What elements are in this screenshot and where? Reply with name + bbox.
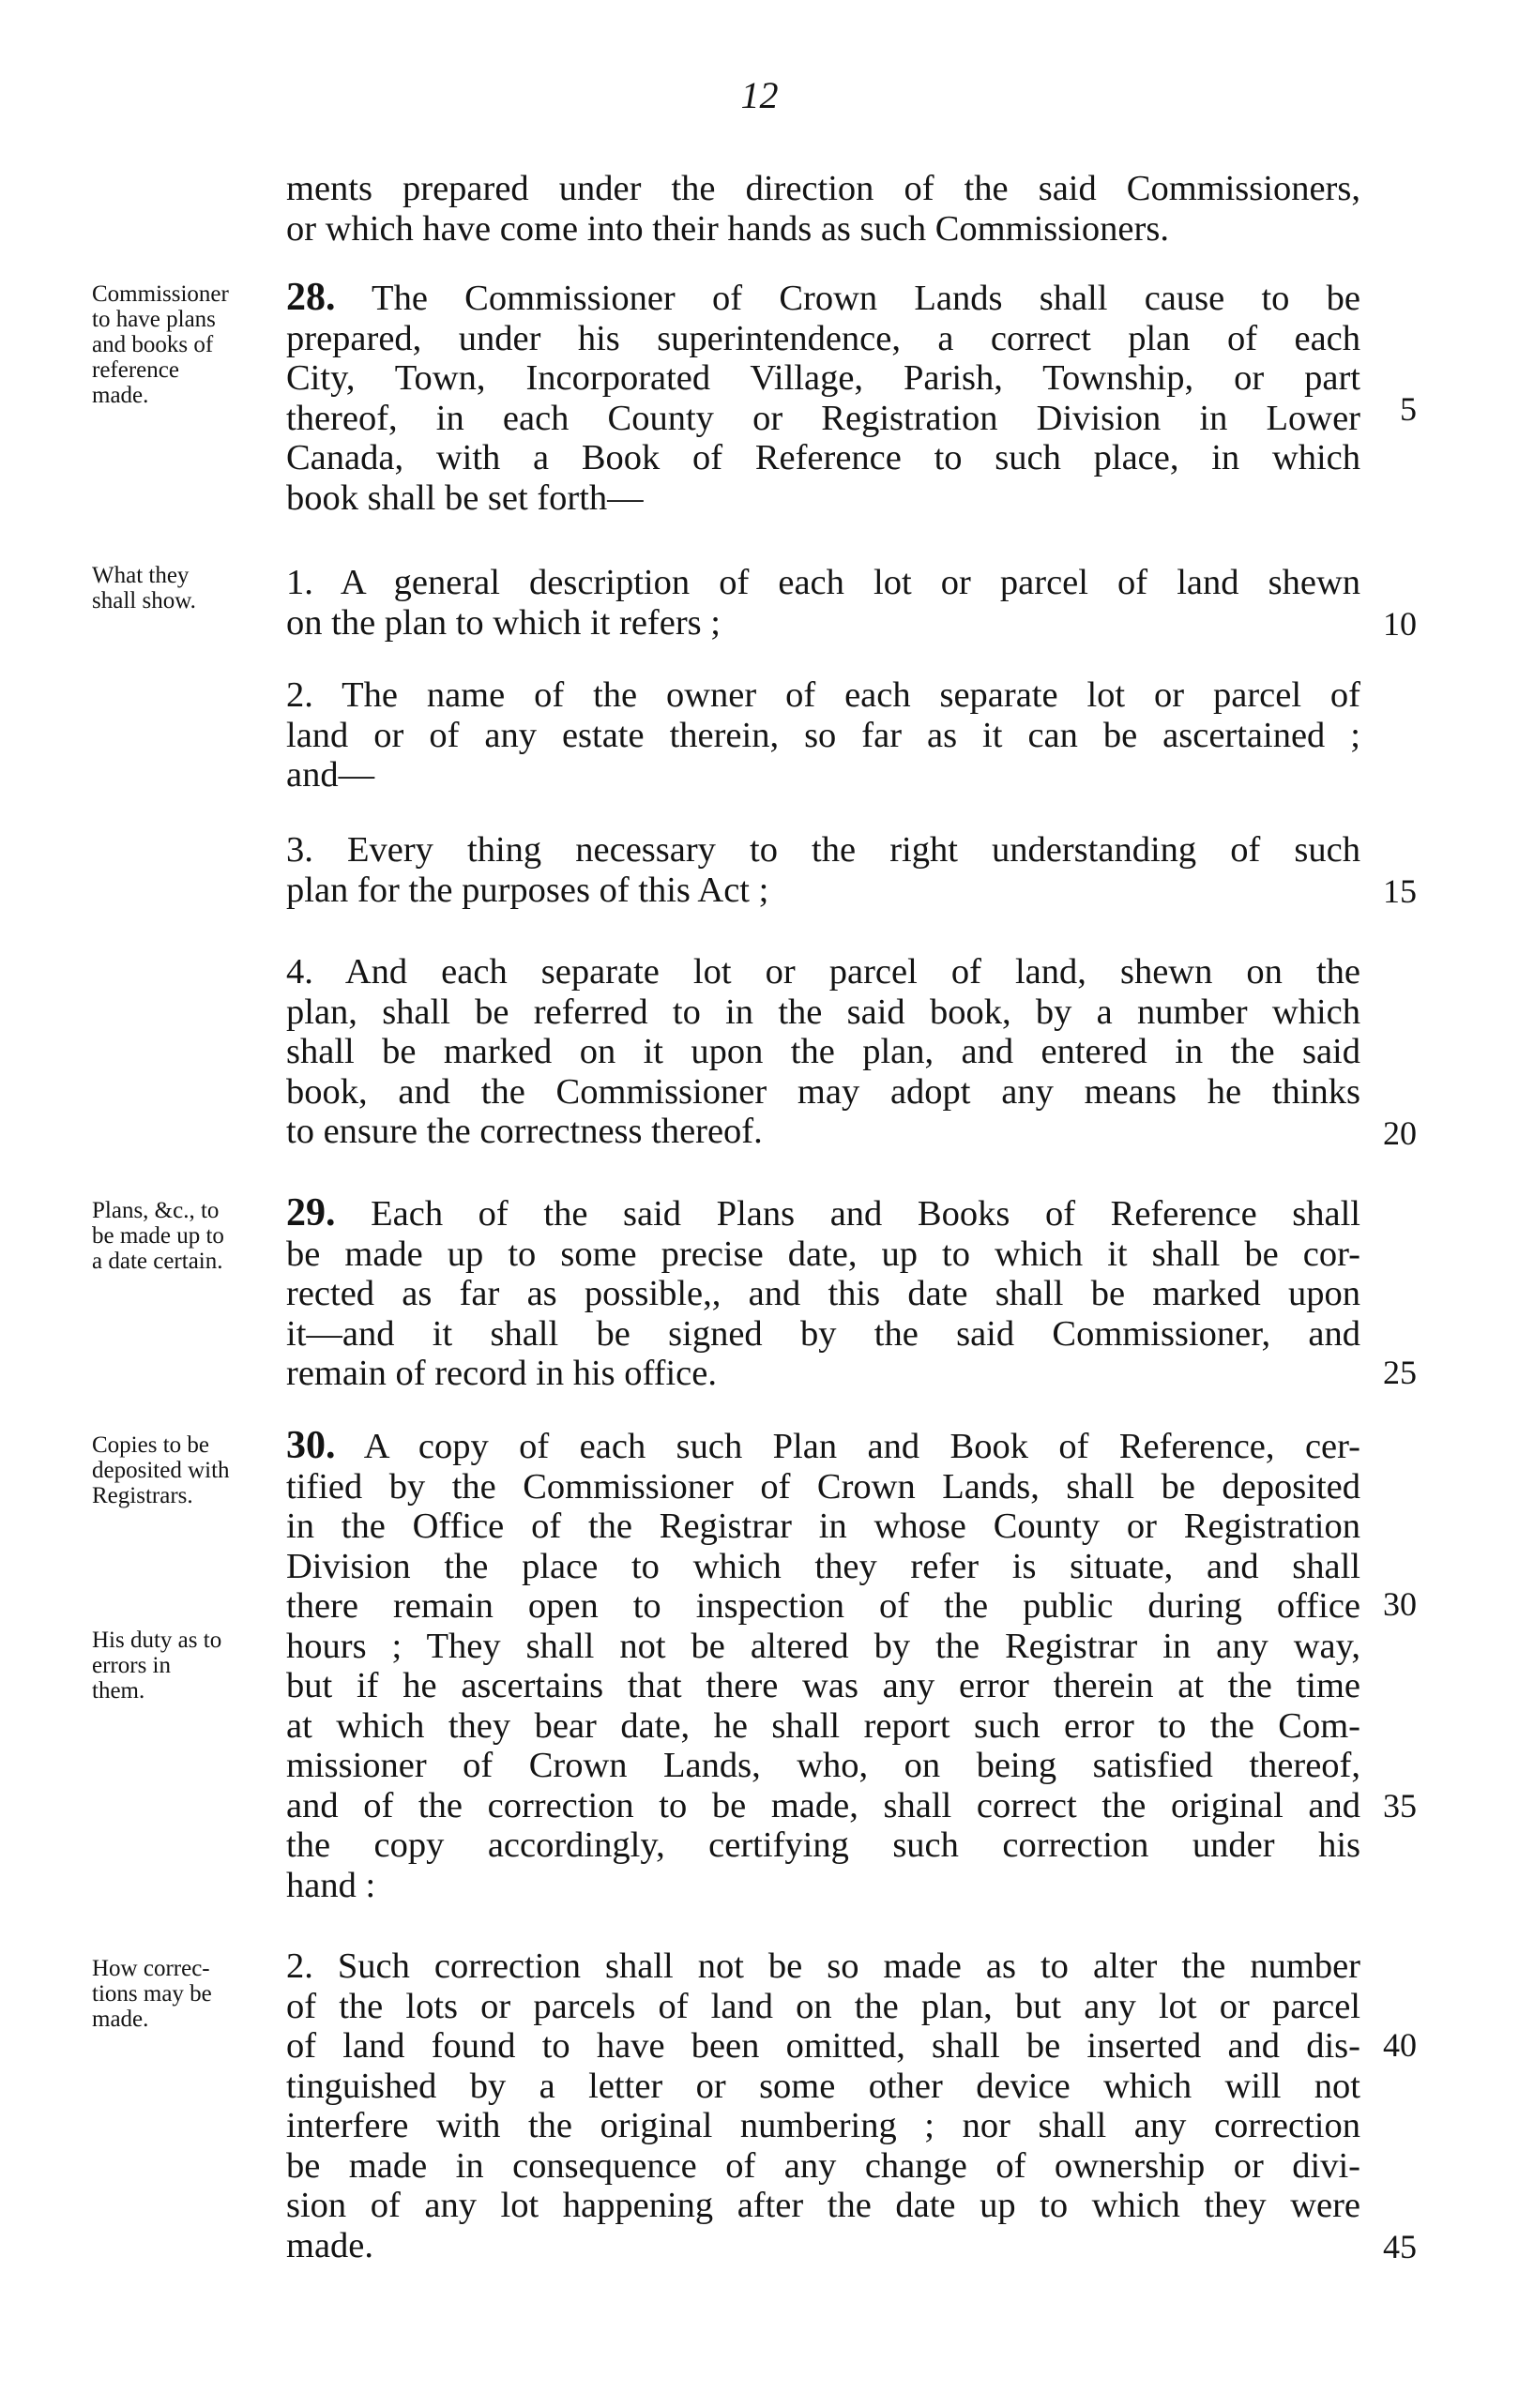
paragraph-p29 <box>286 1193 1360 1394</box>
text-line: hours ; They shall not be altered by the Registrar in any way, <box>286 1626 1360 1666</box>
text-line: book, and the Commissioner may adopt any means he thinks <box>286 1071 1360 1112</box>
text-line <box>286 1426 1360 1467</box>
margin-note <box>92 1628 280 1704</box>
paragraph-p28-2 <box>286 675 1360 795</box>
text-line: land or of any estate therein, so far as it can be ascertained ; <box>286 715 1360 755</box>
paragraph-p28-4 <box>286 952 1360 1152</box>
line-number: 15 <box>1383 872 1417 910</box>
text-line: to ensure the correctness thereof. <box>286 1112 763 1151</box>
text-line: interfere with the original numbering ; nor shall any correction <box>286 2106 1360 2145</box>
line-number: 20 <box>1383 1114 1417 1152</box>
text-line: and of the correction to be made, shall correct the original and <box>286 1785 1360 1825</box>
paragraph-p28-3 <box>286 830 1360 910</box>
text-line: tified by the Commissioner of Crown Lands, shall be deposited <box>286 1466 1360 1507</box>
text-line: 2. Such correction shall not be so made as to alter the number <box>286 1946 1360 1986</box>
margin-note-line: them. <box>92 1678 145 1704</box>
margin-note <box>92 1956 280 2032</box>
paragraph-p28 <box>286 278 1360 518</box>
margin-note <box>92 563 280 613</box>
line-number: 30 <box>1383 1585 1417 1623</box>
text-line: 4. And each separate lot or parcel of land, shewn on the <box>286 952 1360 992</box>
section-number: 30. <box>286 1424 336 1467</box>
text-line: thereof, in each County or Registration Division in Lower <box>286 398 1360 438</box>
text-line: be made in consequence of any change of ownership or divi- <box>286 2145 1360 2186</box>
text-line: on the plan to which it refers ; <box>286 602 721 643</box>
margin-note-line: tions may be <box>92 1981 212 2007</box>
paragraph-p30 <box>286 1426 1360 1905</box>
margin-note-line: What they <box>92 563 190 588</box>
text-line: 1. A general description of each lot or parcel of land shewn <box>286 563 1360 602</box>
line-number: 5 <box>1400 390 1417 428</box>
margin-note-line: made. <box>92 383 149 408</box>
margin-note <box>92 1432 280 1508</box>
paragraph-p28-1 <box>286 563 1360 643</box>
text-line: ments prepared under the direction of the said Commissioners, <box>286 169 1360 208</box>
text-line <box>286 278 1360 319</box>
text-line <box>286 1193 1360 1234</box>
section-number: 28. <box>286 276 336 319</box>
margin-note-line: made. <box>92 2007 149 2032</box>
text-line: but if he ascertains that there was any error therein at the time <box>286 1666 1360 1705</box>
paragraph-p0 <box>286 169 1360 249</box>
text-line: in the Office of the Registrar in whose County or Registration <box>286 1507 1360 1546</box>
margin-note <box>92 1198 280 1274</box>
margin-note <box>92 281 280 408</box>
text-line: 3. Every thing necessary to the right understanding of such <box>286 830 1360 870</box>
text-line: plan, shall be referred to in the said book, by a number which <box>286 992 1360 1032</box>
text-line: Division the place to which they refer is situate, and shall <box>286 1546 1360 1586</box>
text-line: be made up to some precise date, up to which it shall be cor- <box>286 1234 1360 1274</box>
margin-note-line: Commissioner <box>92 281 229 307</box>
margin-note-line: deposited with <box>92 1458 230 1483</box>
text-line: it—and it shall be signed by the said Commissioner, and <box>286 1313 1360 1354</box>
text-line: remain of record in his office. <box>286 1354 717 1393</box>
text-line: of the lots or parcels of land on the plan, but any lot or parcel <box>286 1986 1360 2026</box>
margin-note-line: reference <box>92 357 179 383</box>
line-number: 40 <box>1383 2026 1417 2064</box>
margin-note-line: be made up to <box>92 1223 224 1249</box>
margin-note-line: and books of <box>92 332 214 357</box>
margin-note-line: shall show. <box>92 588 196 613</box>
section-first-line: Each of the said Plans and Books of Reference shall <box>335 1194 1360 1234</box>
text-line: made. <box>286 2225 373 2265</box>
text-line: 2. The name of the owner of each separate lot or parcel of <box>286 675 1360 715</box>
text-line: rected as far as possible,, and this date shall be marked upon <box>286 1274 1360 1313</box>
paragraph-p30-2 <box>286 1946 1360 2265</box>
text-line: the copy accordingly, certifying such correction under his <box>286 1825 1360 1865</box>
text-line: shall be marked on it upon the plan, and entered in the said <box>286 1032 1360 1071</box>
text-line: at which they bear date, he shall report such error to the Com- <box>286 1705 1360 1746</box>
text-line: Canada, with a Book of Reference to such place, in which <box>286 438 1360 477</box>
text-line: there remain open to inspection of the public during office <box>286 1586 1360 1626</box>
page-number: 12 <box>740 74 779 116</box>
margin-note-line: a date certain. <box>92 1249 223 1274</box>
margin-note-line: His duty as to <box>92 1628 222 1653</box>
text-line: hand : <box>286 1865 376 1905</box>
section-first-line: The Commissioner of Crown Lands shall cause to be <box>335 279 1360 318</box>
margin-note-line: How correc- <box>92 1956 210 1981</box>
text-line: and— <box>286 755 375 795</box>
section-first-line: A copy of each such Plan and Book of Reference, cer- <box>335 1427 1360 1466</box>
margin-note-line: to have plans <box>92 307 216 332</box>
text-line: or which have come into their hands as such Commissioners. <box>286 208 1169 249</box>
margin-note-line: Registrars. <box>92 1483 193 1508</box>
margin-note-line: errors in <box>92 1653 171 1678</box>
line-number: 25 <box>1383 1354 1417 1391</box>
text-line: book shall be set forth— <box>286 477 644 518</box>
line-number: 45 <box>1383 2228 1417 2265</box>
text-line: plan for the purposes of this Act ; <box>286 870 769 910</box>
text-line: tinguished by a letter or some other device which will not <box>286 2066 1360 2106</box>
text-line: of land found to have been omitted, shall be inserted and dis- <box>286 2026 1360 2066</box>
line-number: 10 <box>1383 605 1417 643</box>
margin-note-line: Plans, &c., to <box>92 1198 220 1223</box>
section-number: 29. <box>286 1191 336 1234</box>
text-line: City, Town, Incorporated Village, Parish, Township, or part <box>286 358 1360 398</box>
text-line: prepared, under his superintendence, a correct plan of each <box>286 318 1360 358</box>
margin-note-line: Copies to be <box>92 1432 209 1458</box>
text-line: sion of any lot happening after the date up to which they were <box>286 2186 1360 2225</box>
text-line: missioner of Crown Lands, who, on being satisfied thereof, <box>286 1746 1360 1785</box>
line-number: 35 <box>1383 1787 1417 1825</box>
